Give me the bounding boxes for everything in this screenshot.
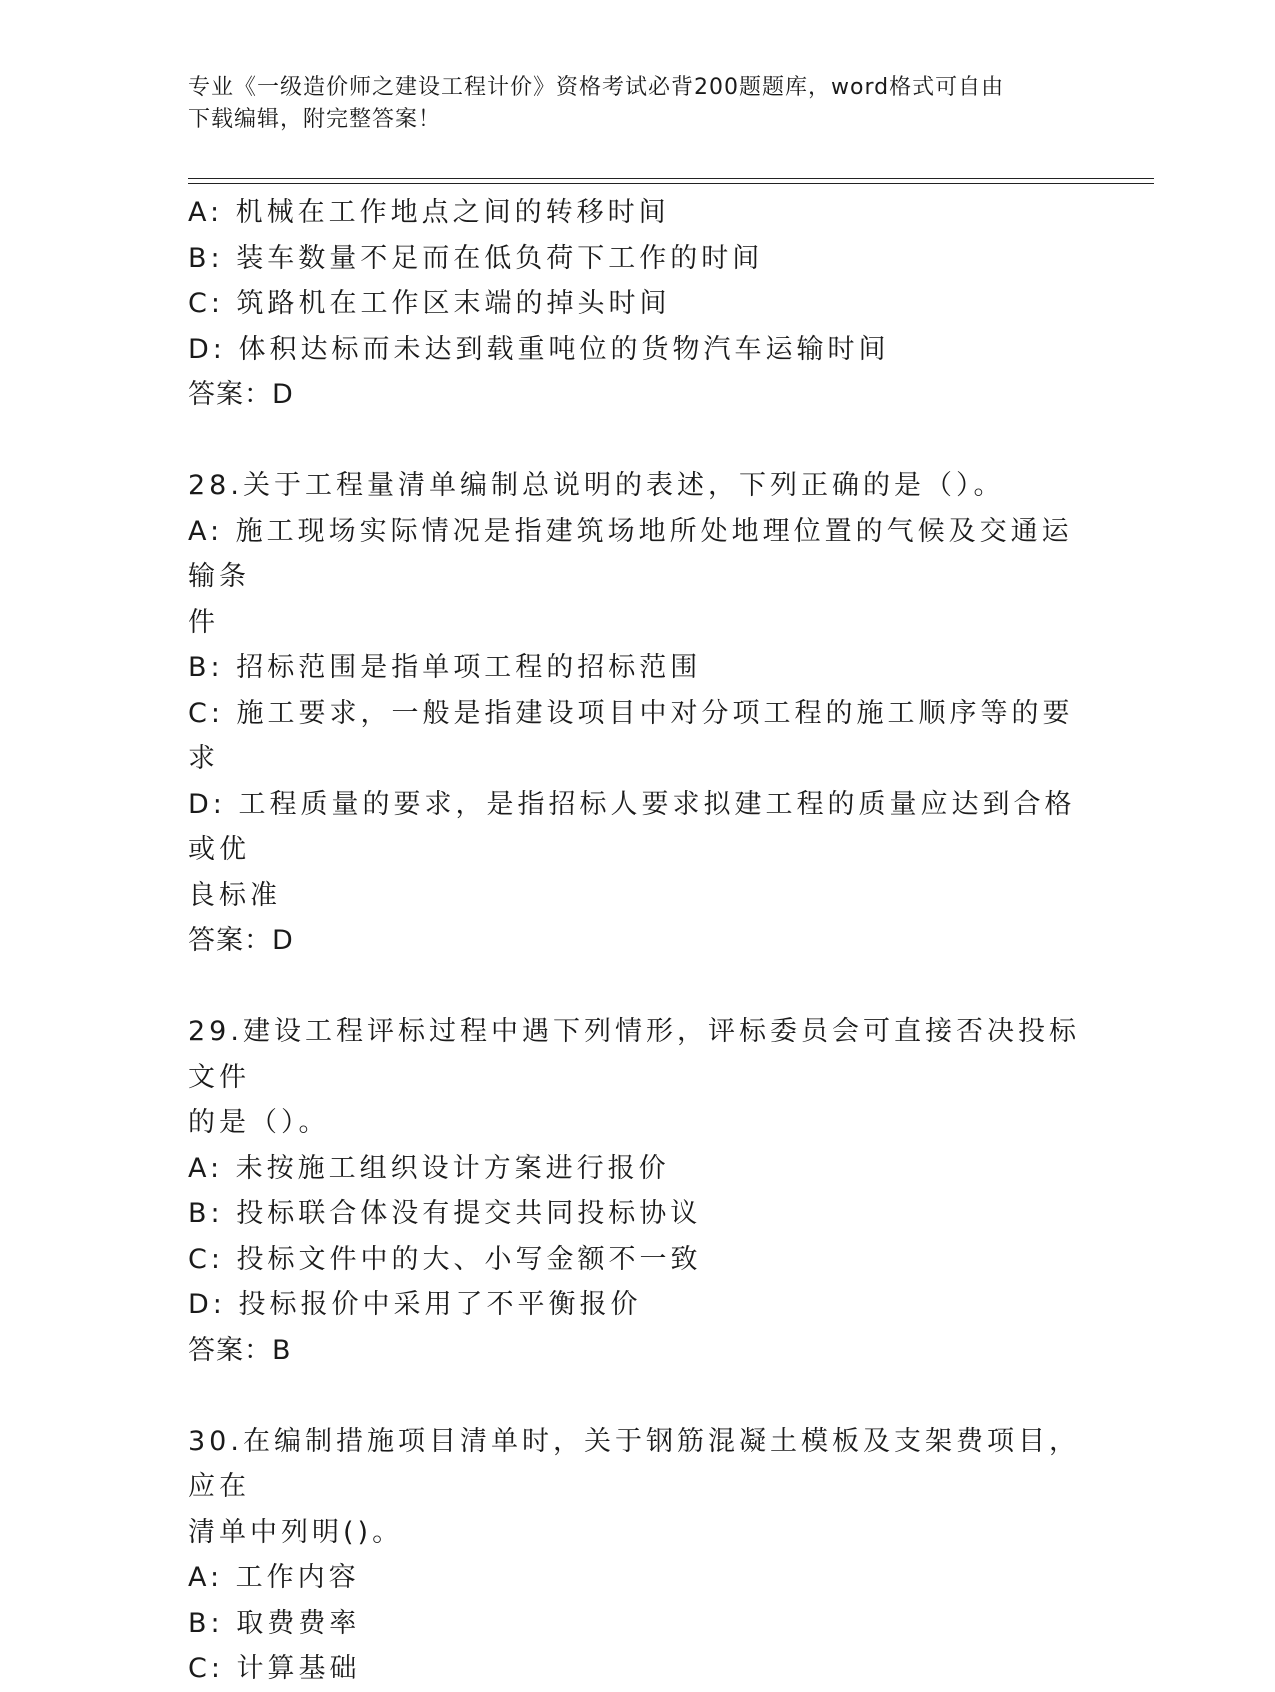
question-29-option-a: A: 未按施工组织设计方案进行报价 [188, 1152, 670, 1184]
header-line-2: 下载编辑，附完整答案！ [188, 107, 442, 132]
question-28-option-a-line1: A: 施工现场实际情况是指建筑场地所处地理位置的气候及交通运输条 [188, 515, 1073, 592]
question-29-option-c: C: 投标文件中的大、小写金额不一致 [188, 1243, 702, 1275]
question-29-option-d: D: 投标报价中采用了不平衡报价 [188, 1289, 642, 1320]
question-27-answer: 答案：D [188, 379, 294, 410]
question-list [188, 190, 1088, 1692]
header-divider-bottom [188, 183, 1154, 184]
question-30-block [188, 1419, 1088, 1692]
document-header [188, 72, 1088, 136]
question-29-text-line2: 的是（）。 [188, 1107, 330, 1138]
question-27-block [188, 190, 1088, 418]
question-30-text-line2: 清单中列明()。 [188, 1516, 404, 1548]
question-28-option-b: B: 招标范围是指单项工程的招标范围 [188, 652, 702, 683]
question-29-block [188, 1009, 1088, 1373]
question-27-option-c: C: 筑路机在工作区末端的掉头时间 [188, 288, 671, 319]
question-30-text-line1: 30.在编制措施项目清单时，关于钢筋混凝土模板及支架费项目，应在 [188, 1425, 1080, 1502]
question-28-block [188, 463, 1088, 964]
question-30-option-a: A: 工作内容 [188, 1562, 360, 1593]
spacer [188, 964, 1088, 1010]
question-29-answer: 答案：B [188, 1334, 292, 1366]
question-30-option-b: B: 取费费率 [188, 1607, 361, 1639]
question-28-answer: 答案：D [188, 925, 294, 956]
question-28-option-d-line2: 良标准 [188, 879, 281, 911]
question-29-text-line1: 29.建设工程评标过程中遇下列情形，评标委员会可直接否决投标文件 [188, 1016, 1080, 1093]
question-27-option-b: B: 装车数量不足而在低负荷下工作的时间 [188, 242, 764, 274]
question-30-option-c: C: 计算基础 [188, 1653, 361, 1684]
spacer [188, 418, 1088, 464]
question-28-option-d-line1: D: 工程质量的要求，是指招标人要求拟建工程的质量应达到合格或优 [188, 788, 1076, 865]
header-divider-top [188, 178, 1154, 179]
spacer [188, 1373, 1088, 1419]
question-28-text: 28.关于工程量清单编制总说明的表述，下列正确的是（）。 [188, 470, 1005, 501]
question-29-option-b: B: 投标联合体没有提交共同投标协议 [188, 1198, 702, 1229]
question-28-option-c: C: 施工要求，一般是指建设项目中对分项工程的施工顺序等的要求 [188, 697, 1074, 774]
question-27-option-d: D: 体积达标而未达到载重吨位的货物汽车运输时间 [188, 333, 890, 365]
question-27-option-a: A: 机械在工作地点之间的转移时间 [188, 197, 670, 228]
header-line-1: 专业《一级造价师之建设工程计价》资格考试必背200题题库，word格式可自由 [188, 75, 1005, 100]
question-28-option-a-line2: 件 [188, 606, 219, 638]
